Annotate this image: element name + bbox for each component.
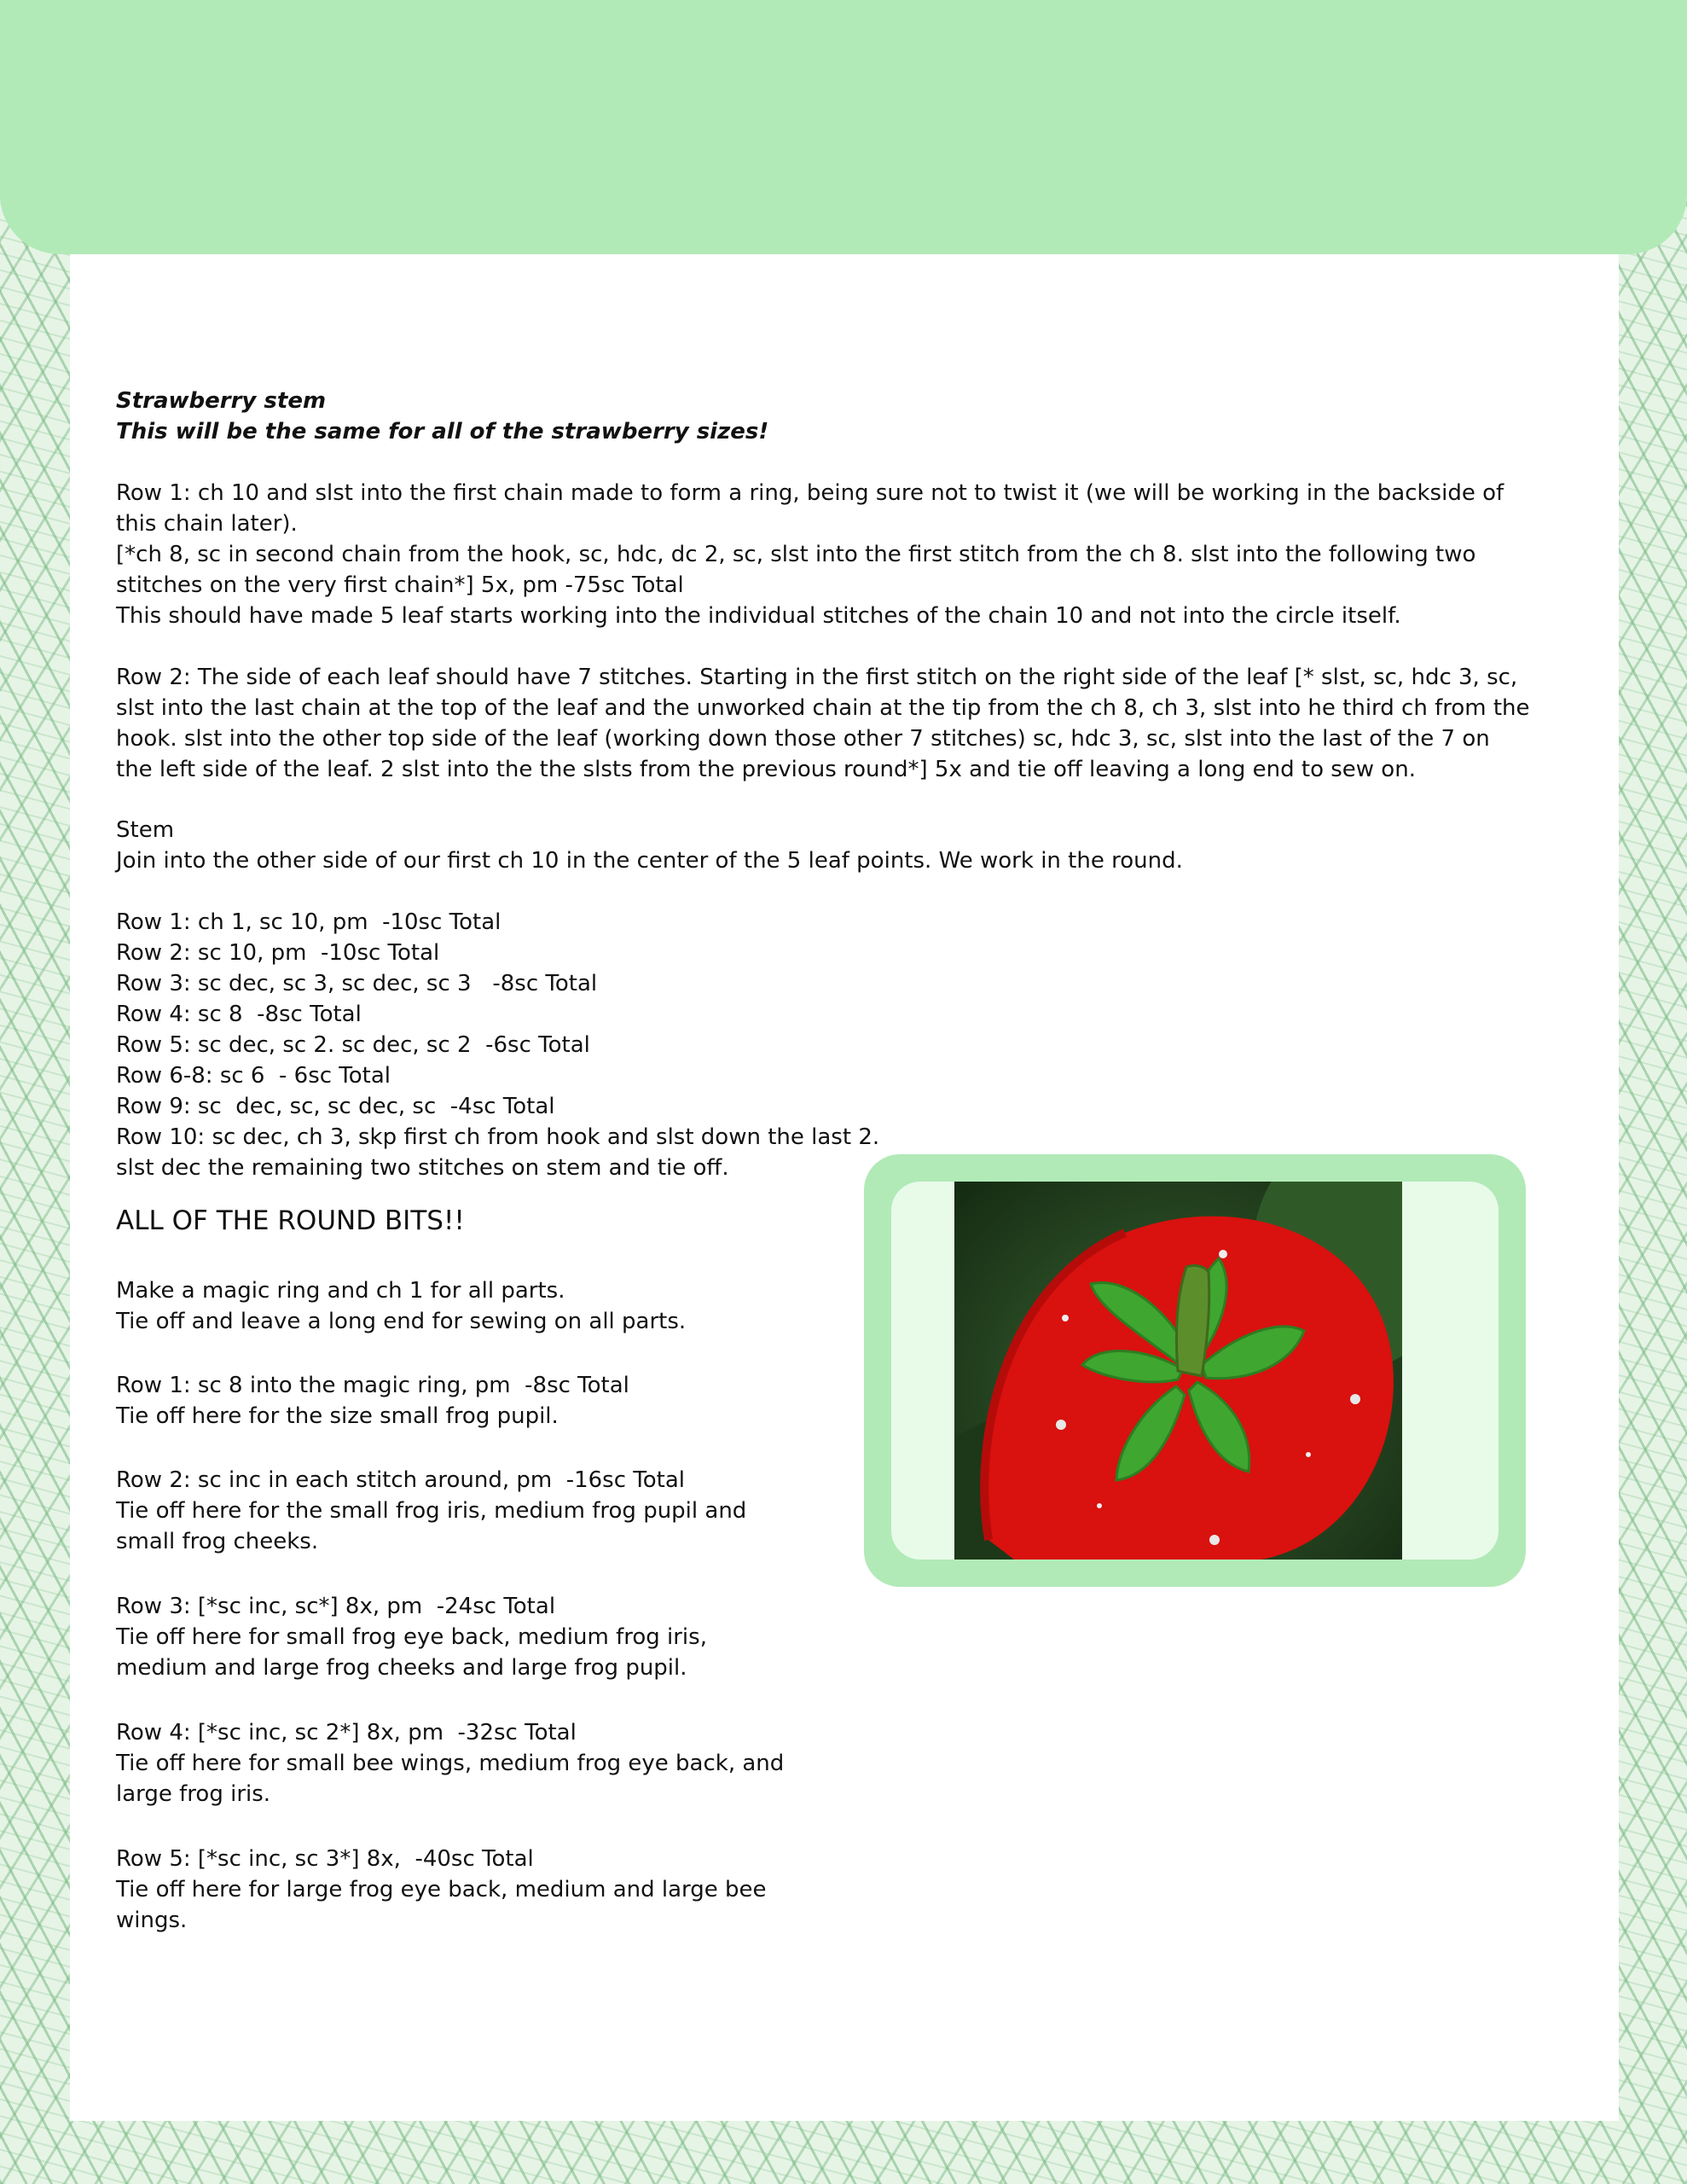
stem-heading: Stem [116, 817, 175, 843]
stem-row: slst dec the remaining two stitches on stem and tie off. [116, 1155, 729, 1181]
round-row5: Row 5: [*sc inc, sc 3*] 8x, -40sc Total [116, 1846, 534, 1872]
stem-row: Row 2: sc 10, pm -10sc Total [116, 940, 440, 966]
stem-row: Row 3: sc dec, sc 3, sc dec, sc 3 -8sc Total [116, 971, 598, 996]
stem-row: Row 1: ch 1, sc 10, pm -10sc Total [116, 909, 501, 935]
stem-row1-note: This should have made 5 leaf starts working into the individual stitches of the chain 10 and not into the circle itself. [116, 603, 1401, 629]
round-row2-note: Tie off here for the small frog iris, medium frog pupil and small frog cheeks. [116, 1498, 747, 1554]
stem-row: Row 10: sc dec, ch 3, skp first ch from hook and slst down the last 2. [116, 1124, 880, 1150]
stem-row: Row 6-8: sc 6 - 6sc Total [116, 1063, 391, 1089]
round-bits-heading: ALL OF THE ROUND BITS!! [116, 1205, 465, 1236]
photo-inner-panel [891, 1182, 1499, 1560]
stem-row1: Row 1: ch 10 and slst into the first chain made to form a ring, being sure not to twist it (we will be working in the backside of this chain later). [116, 480, 1504, 537]
stem-row1-repeat: [*ch 8, sc in second chain from the hook, sc, hdc, dc 2, sc, slst into the first stitch from the ch 8. slst into the following two stitches on the very first chain*] 5x, pm -75sc Total [116, 542, 1476, 598]
stem-intro: Join into the other side of our first ch 10 in the center of the 5 leaf points. We work in the round. [116, 848, 1183, 874]
stem-title: Strawberry stem [116, 388, 327, 414]
stem-row: Row 4: sc 8 -8sc Total [116, 1002, 362, 1027]
stem-row2: Row 2: The side of each leaf should have 7 stitches. Starting in the first stitch on the right side of the leaf [* slst, sc, hdc 3, sc, slst into the last chain at the top of the leaf and the unworked chain at the tip from the ch 8, ch 3, slst into he third ch from the hook. slst into the other top side of the leaf (working down those other 7 stitches) sc, hdc 3, sc, slst into the last of the 7 on the left side of the leaf. 2 slst into the the slsts from the previous round*] 5x and tie off leaving a long end to sew on. [116, 665, 1530, 782]
round-row1: Row 1: sc 8 into the magic ring, pm -8sc Total [116, 1373, 629, 1398]
round-row4: Row 4: [*sc inc, sc 2*] 8x, pm -32sc Total [116, 1720, 577, 1745]
stem-row: Row 9: sc dec, sc, sc dec, sc -4sc Total [116, 1094, 555, 1119]
round-intro-2: Tie off and leave a long end for sewing on all parts. [116, 1309, 687, 1334]
round-row4-note: Tie off here for small bee wings, medium frog eye back, and large frog iris. [116, 1751, 785, 1807]
photo-frame [864, 1154, 1526, 1587]
round-intro-1: Make a magic ring and ch 1 for all parts. [116, 1278, 565, 1304]
round-row3: Row 3: [*sc inc, sc*] 8x, pm -24sc Total [116, 1594, 556, 1619]
strawberry-illustration [954, 1182, 1402, 1560]
round-row5-note: Tie off here for large frog eye back, medium and large bee wings. [116, 1877, 767, 1933]
round-row1-note: Tie off here for the size small frog pupil. [116, 1403, 559, 1429]
stem-subtitle: This will be the same for all of the strawberry sizes! [116, 419, 769, 444]
stem-row: Row 5: sc dec, sc 2. sc dec, sc 2 -6sc Total [116, 1032, 590, 1058]
round-row2: Row 2: sc inc in each stitch around, pm -16sc Total [116, 1467, 685, 1493]
round-row3-note: Tie off here for small frog eye back, medium frog iris, medium and large frog cheeks and large frog pupil. [116, 1624, 707, 1681]
stem-shape [1176, 1265, 1209, 1376]
header-band [0, 0, 1687, 254]
strawberry-photo [954, 1182, 1402, 1560]
